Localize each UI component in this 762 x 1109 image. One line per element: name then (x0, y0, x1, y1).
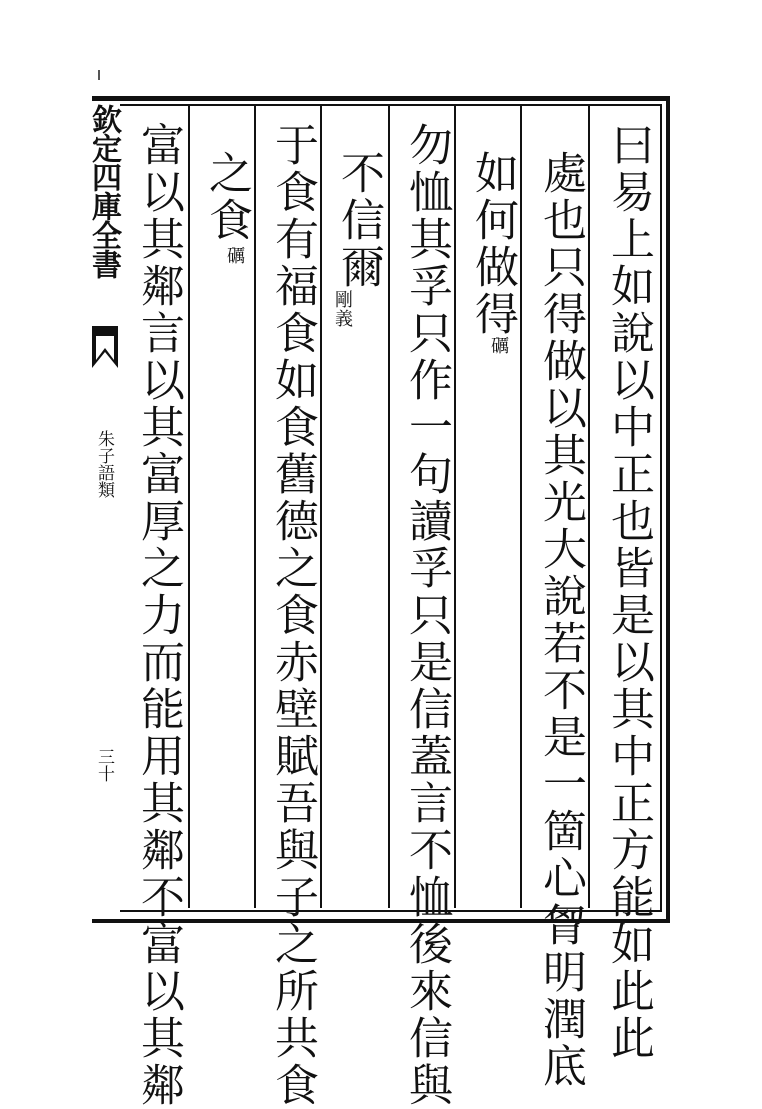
collection-title: 欽定四庫全書 (86, 104, 121, 278)
text-column-2: 處也只得做以其光大說若不是一箇心胷明潤底 (535, 150, 586, 1090)
text-column-7: 之食 (201, 150, 252, 244)
fishtail-icon (92, 326, 118, 368)
margin-mark (98, 70, 100, 80)
annotation-note: 礪 (488, 336, 509, 355)
text-column-3: 如何做得 (467, 150, 518, 338)
column-rule (320, 106, 322, 908)
text-column-5: 不信爾 (333, 150, 384, 291)
column-rule (520, 106, 522, 908)
column-rule (188, 106, 190, 908)
column-rule (254, 106, 256, 908)
page-number: 三十 (94, 748, 114, 782)
text-column-1: 曰易上如說以中正也皆是以其中正方能如此此 (603, 122, 654, 1062)
text-column-8: 富以其鄰言以其富厚之力而能用其鄰不富以其鄰 (133, 122, 184, 1109)
text-column-6: 于食有福食如食舊德之食赤壁賦吾與子之所共食 (267, 122, 318, 1109)
column-rule (588, 106, 590, 908)
annotation-note: 礪 (224, 246, 245, 265)
annotation-note: 剛義 (332, 290, 353, 328)
column-rule (388, 106, 390, 908)
text-column-4: 勿恤其孚只作一句讀孚只是信蓋言不恤後來信與 (401, 122, 452, 1109)
book-title: 朱子語類 (94, 430, 114, 498)
column-rule (454, 106, 456, 908)
